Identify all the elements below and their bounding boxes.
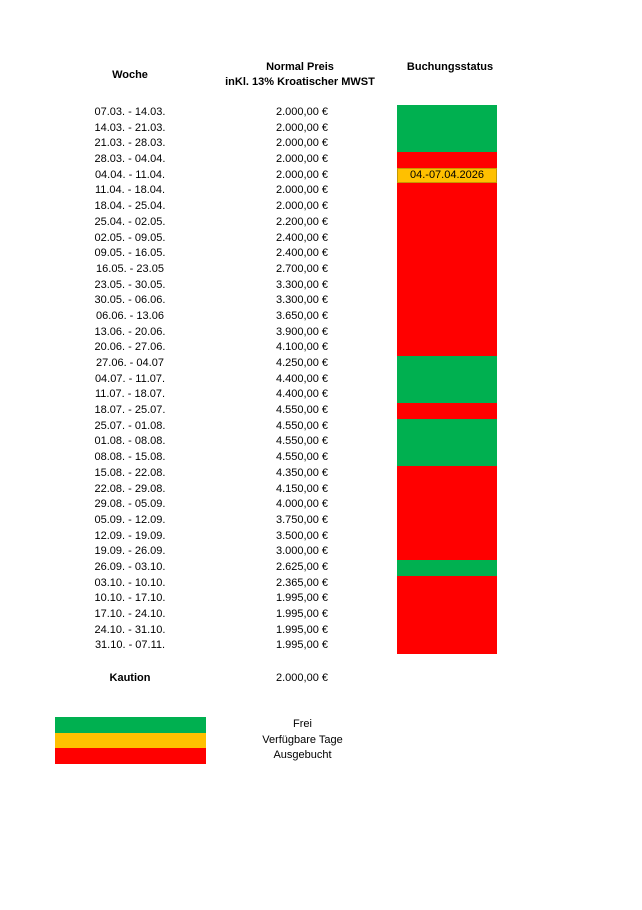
status-cell [397,482,497,498]
status-cell [397,356,497,372]
legend-swatch-verfuegbar [55,733,206,749]
status-cell [397,246,497,262]
week-cell: 14.03. - 21.03. [94,121,166,134]
status-cell [397,136,497,152]
status-cell [397,450,497,466]
table-row [0,246,642,262]
legend-label-frei: Frei [293,718,312,730]
status-cell [397,293,497,309]
status-cell [397,325,497,341]
status-cell: 04.-07.04.2026 [397,168,497,184]
price-cell: 4.550,00 € [276,419,328,432]
price-table [0,105,642,654]
table-row [0,591,642,607]
price-cell: 4.550,00 € [276,435,328,448]
week-cell: 12.09. - 19.09. [94,529,166,542]
status-cell [397,638,497,654]
table-row [0,387,642,403]
price-cell: 2.000,00 € [276,137,328,150]
table-row [0,105,642,121]
status-cell [397,623,497,639]
week-cell: 11.07. - 18.07. [94,388,166,401]
price-cell: 2.400,00 € [276,231,328,244]
legend-label-verfuegbar: Verfügbare Tage [262,733,343,746]
status-cell [397,215,497,231]
table-row [0,293,642,309]
price-cell: 4.400,00 € [276,372,328,385]
table-row [0,450,642,466]
status-cell [397,560,497,576]
week-cell: 05.09. - 12.09. [94,513,166,526]
week-cell: 26.09. - 03.10. [94,560,166,573]
status-cell [397,309,497,325]
status-cell [397,262,497,278]
week-cell: 04.07. - 11.07. [94,372,166,385]
table-row [0,482,642,498]
week-cell: 20.06. - 27.06. [94,341,166,354]
status-cell [397,419,497,435]
price-cell: 1.995,00 € [276,592,328,605]
week-cell: 24.10. - 31.10. [94,623,166,636]
legend-swatch-ausgebucht [55,748,206,764]
price-cell: 4.100,00 € [276,341,328,354]
table-row [0,560,642,576]
status-cell [397,497,497,513]
price-cell: 2.000,00 € [276,200,328,213]
status-cell [397,544,497,560]
preis-header-line2: inKl. 13% Kroatischer MWST [225,76,375,88]
price-cell: 3.650,00 € [276,309,328,322]
week-cell: 22.08. - 29.08. [94,482,166,495]
week-cell: 04.04. - 11.04. [94,168,166,181]
price-cell: 2.625,00 € [276,560,328,573]
status-cell [397,591,497,607]
status-cell [397,199,497,215]
table-row [0,576,642,592]
week-cell: 16.05. - 23.05 [96,262,164,275]
status-cell [397,529,497,545]
table-row [0,278,642,294]
kaution-label: Kaution [109,672,151,684]
table-row [0,309,642,325]
price-cell: 1.995,00 € [276,623,328,636]
preis-header-line1: Normal Preis [266,61,334,73]
price-cell: 2.200,00 € [276,215,328,228]
table-row [0,544,642,560]
table-row [0,121,642,137]
legend-swatch-frei [55,717,206,733]
week-cell: 25.04. - 02.05. [94,215,166,228]
status-cell [397,607,497,623]
table-row [0,215,642,231]
status-cell [397,105,497,121]
table-row [0,513,642,529]
week-cell: 01.08. - 08.08. [94,435,166,448]
week-cell: 08.08. - 15.08. [94,451,166,464]
price-cell: 3.500,00 € [276,529,328,542]
status-cell [397,403,497,419]
table-row [0,183,642,199]
status-cell [397,340,497,356]
price-cell: 1.995,00 € [276,608,328,620]
table-row [0,356,642,372]
table-row [0,434,642,450]
week-cell: 11.04. - 18.04. [94,184,166,197]
table-row [0,199,642,215]
price-cell: 2.700,00 € [276,262,328,275]
table-row [0,403,642,419]
status-cell [397,183,497,199]
price-cell: 4.150,00 € [276,482,328,495]
price-cell: 3.900,00 € [276,325,328,338]
column-header-status: Buchungsstatus [406,61,494,73]
status-cell [397,121,497,137]
price-cell: 2.000,00 € [276,106,328,118]
table-row [0,638,642,654]
status-cell [397,372,497,388]
kaution-value: 2.000,00 € [276,672,328,684]
table-row [0,466,642,482]
week-cell: 18.07. - 25.07. [94,404,166,417]
price-cell: 2.365,00 € [276,576,328,589]
status-cell [397,513,497,529]
status-cell [397,387,497,403]
week-cell: 23.05. - 30.05. [94,278,166,291]
week-cell: 25.07. - 01.08. [94,419,166,432]
price-cell: 2.000,00 € [276,184,328,197]
table-row [0,529,642,545]
week-cell: 18.04. - 25.04. [94,200,166,213]
week-cell: 29.08. - 05.09. [94,498,166,511]
price-cell: 2.000,00 € [276,153,328,166]
table-row [0,623,642,639]
week-cell: 21.03. - 28.03. [94,137,166,150]
table-row [0,372,642,388]
price-cell: 3.000,00 € [276,545,328,558]
week-cell: 17.10. - 24.10. [94,608,166,620]
price-cell: 2.000,00 € [276,121,328,134]
price-cell: 4.350,00 € [276,466,328,479]
week-cell: 31.10. - 07.11. [94,639,166,652]
price-cell: 1.995,00 € [276,639,328,652]
status-cell [397,466,497,482]
week-cell: 06.06. - 13.06 [96,309,164,322]
week-cell: 03.10. - 10.10. [94,576,166,589]
price-cell: 4.400,00 € [276,388,328,401]
week-cell: 30.05. - 06.06. [94,294,166,307]
status-cell [397,434,497,450]
price-cell: 2.000,00 € [276,168,328,181]
price-cell: 3.750,00 € [276,513,328,526]
week-cell: 27.06. - 04.07 [96,357,164,369]
week-cell: 19.09. - 26.09. [94,545,166,558]
week-cell: 09.05. - 16.05. [94,247,166,260]
week-cell: 15.08. - 22.08. [94,466,166,479]
week-cell: 10.10. - 17.10. [94,592,166,605]
week-cell: 28.03. - 04.04. [94,153,166,166]
price-cell: 4.550,00 € [276,451,328,464]
price-cell: 4.000,00 € [276,498,328,511]
price-cell: 3.300,00 € [276,278,328,291]
status-cell [397,278,497,294]
table-row [0,497,642,513]
price-cell: 4.250,00 € [276,357,328,369]
legend-label-ausgebucht: Ausgebucht [273,749,332,762]
column-header-woche: Woche [112,69,148,81]
price-cell: 2.400,00 € [276,247,328,260]
status-cell [397,231,497,247]
table-row [0,607,642,623]
status-cell [397,152,497,168]
price-cell: 4.550,00 € [276,404,328,417]
table-row [0,231,642,247]
table-row [0,419,642,435]
table-row [0,325,642,341]
table-row [0,152,642,168]
table-row [0,262,642,278]
price-cell: 3.300,00 € [276,294,328,307]
table-row [0,168,642,184]
table-row [0,340,642,356]
column-header-preis [210,60,390,90]
week-cell: 13.06. - 20.06. [94,325,166,338]
table-row [0,136,642,152]
week-cell: 07.03. - 14.03. [94,106,166,118]
status-cell [397,576,497,592]
week-cell: 02.05. - 09.05. [94,231,166,244]
